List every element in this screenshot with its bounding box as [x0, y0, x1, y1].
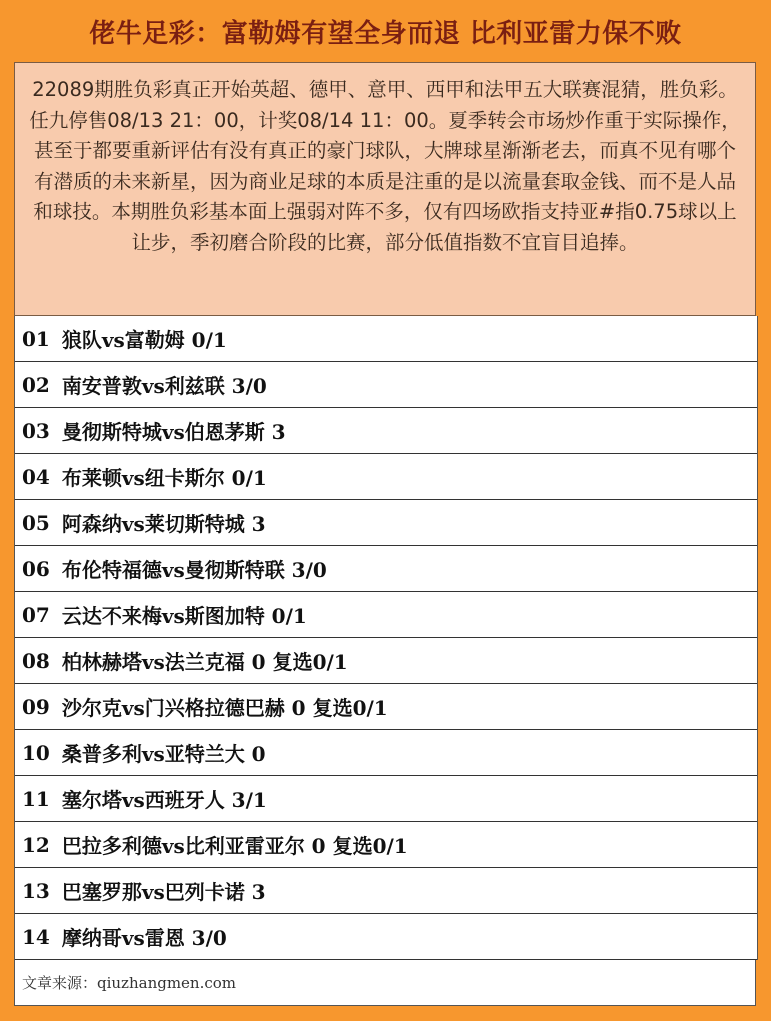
match-row-06 [15, 546, 757, 592]
match-pick: 曼彻斯特城vs伯恩茅斯 3 [61, 420, 286, 444]
match-row-09 [15, 684, 757, 730]
match-number: 04 [22, 464, 50, 489]
match-number: 13 [22, 878, 50, 903]
match-row-05 [15, 500, 757, 546]
match-number: 14 [22, 924, 50, 949]
match-number: 10 [22, 740, 50, 765]
match-pick: 布伦特福德vs曼彻斯特联 3/0 [61, 558, 327, 582]
match-number: 08 [22, 648, 50, 673]
match-number: 01 [22, 326, 50, 351]
match-pick: 狼队vs富勒姆 0/1 [61, 328, 227, 352]
source-footer: 文章来源：qiuzhangmen.com [14, 960, 756, 1006]
match-number: 09 [22, 694, 50, 719]
match-number: 03 [22, 418, 50, 443]
match-row-08 [15, 638, 757, 684]
match-row-07 [15, 592, 757, 638]
match-pick: 桑普多利vs亚特兰大 0 [61, 742, 266, 766]
match-pick: 阿森纳vs莱切斯特城 3 [61, 512, 266, 536]
match-pick: 摩纳哥vs雷恩 3/0 [61, 926, 227, 950]
match-pick: 柏林赫塔vs法兰克福 0 复选0/1 [61, 650, 348, 674]
match-pick: 巴塞罗那vs巴列卡诺 3 [61, 880, 266, 904]
match-row-11 [15, 776, 757, 822]
match-pick: 巴拉多利德vs比利亚雷亚尔 0 复选0/1 [61, 834, 408, 858]
match-number: 11 [22, 786, 50, 811]
match-number: 02 [22, 372, 50, 397]
match-row-13 [15, 868, 757, 914]
match-pick: 沙尔克vs门兴格拉德巴赫 0 复选0/1 [61, 696, 388, 720]
match-row-10 [15, 730, 757, 776]
match-pick: 云达不来梅vs斯图加特 0/1 [61, 604, 307, 628]
match-number: 07 [22, 602, 50, 627]
match-pick: 塞尔塔vs西班牙人 3/1 [61, 788, 267, 812]
intro-paragraph: 22089期胜负彩真正开始英超、德甲、意甲、西甲和法甲五大联赛混猜，胜负彩。任九停售08/13 21：00，计奖08/14 11：00。夏季转会市场炒作重于实际操作，甚至于都要重新评估有没有真正的豪门球队，大牌球星渐渐老去，而真不见有哪个有潜质的未来新星，因为商业足球的本质是注重的是以流量套取金钱、而不是人品和球技。本期胜负彩基本面上强弱对阵不多，仅有四场欧指支持亚#指0.75球以上让步，季初磨合阶段的比赛，部分低值指数不宜盲目追捧。 [14, 62, 756, 316]
match-number: 12 [22, 832, 50, 857]
match-pick: 南安普敦vs利兹联 3/0 [61, 374, 267, 398]
match-row-12 [15, 822, 757, 868]
match-row-03 [15, 408, 757, 454]
title-bar [0, 0, 771, 62]
match-row-04 [15, 454, 757, 500]
match-pick: 布莱顿vs纽卡斯尔 0/1 [61, 466, 267, 490]
match-row-14 [15, 914, 757, 960]
match-row-01 [15, 316, 757, 362]
match-number: 06 [22, 556, 50, 581]
match-row-02 [15, 362, 757, 408]
page-title: 佬牛足彩：富勒姆有望全身而退 比利亚雷力保不败 [89, 18, 682, 49]
match-list [14, 316, 758, 960]
match-number: 05 [22, 510, 50, 535]
